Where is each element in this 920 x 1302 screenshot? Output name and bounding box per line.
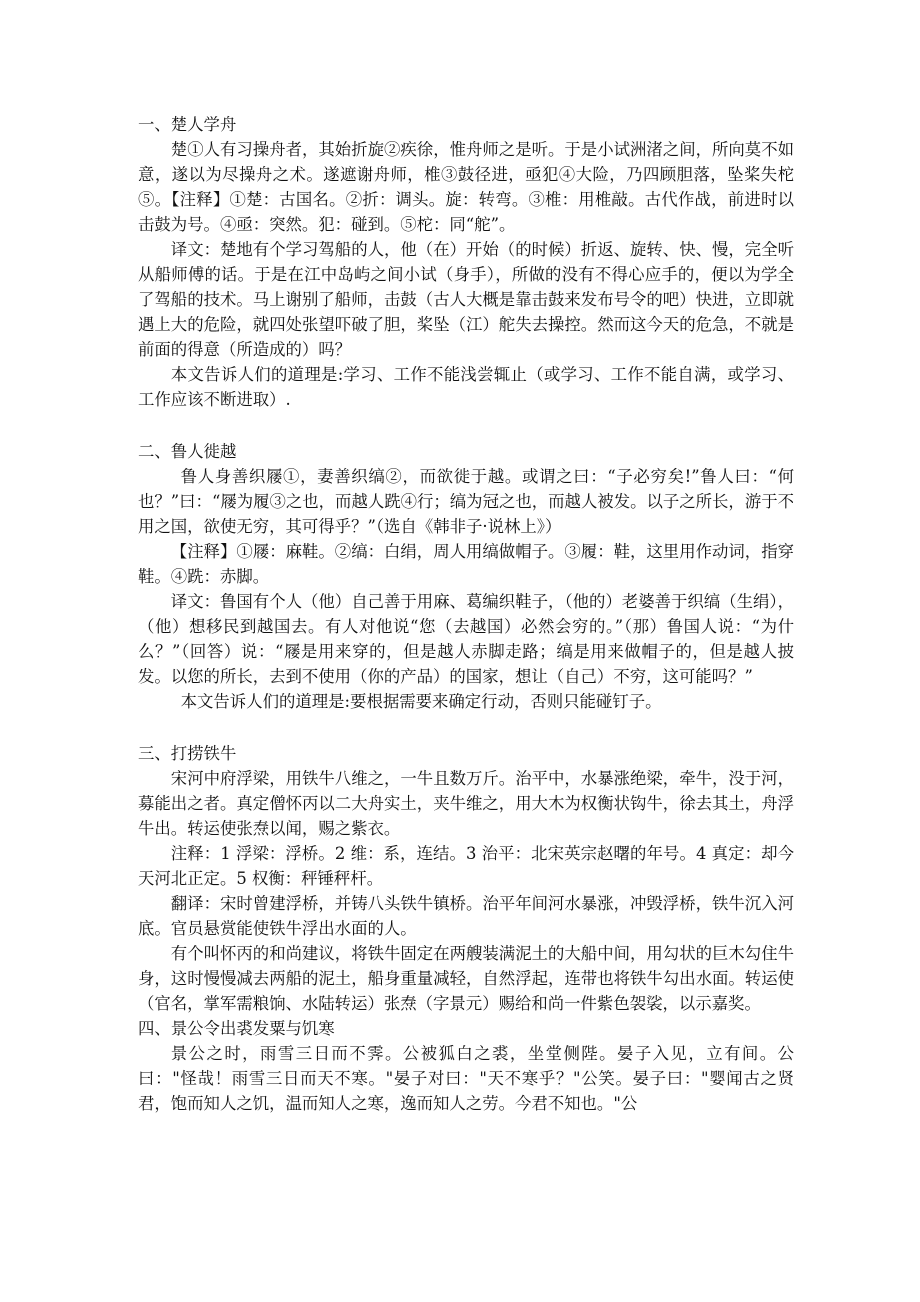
paragraph: 宋河中府浮梁，用铁牛八维之，一牛且数万斤。治平中，水暴涨绝梁，牵牛，没于河，募能出之者。真定僧怀丙以二大舟实土，夹牛维之，用大木为权衡状钩牛，徐去其土，舟浮牛出。转运使张焘以闻，赐之紫衣。: [138, 769, 794, 838]
paragraph: 鲁人身善织屦①，妻善织缟②，而欲徙于越。或谓之曰：“子必穷矣!”鲁人曰：“何也？”曰：“屦为履③之也，而越人跣④行；缟为冠之也，而越人被发。以子之所长，游于不用之国，欲使无穷，其可得乎？”（选自《韩非子·说林上》）: [138, 467, 794, 536]
section-gap: [138, 714, 794, 741]
section-title: 二、鲁人徙越: [138, 442, 237, 461]
paragraph: 有个叫怀丙的和尚建议，将铁牛固定在两艘装满泥土的大船中间，用勾状的巨木勾住牛身，这时慢慢减去两船的泥土，船身重量减轻，自然浮起，连带也将铁牛勾出水面。转运使（官名，掌军需粮饷、水陆转运）张焘（字景元）赐给和尚一件紫色袈裟，以示嘉奖。: [138, 944, 794, 1013]
paragraph: 本文告诉人们的道理是:要根据需要来确定行动，否则只能碰钉子。: [180, 692, 662, 711]
section-gap: [138, 412, 794, 439]
paragraph: 译文：楚地有个学习驾船的人，他（在）开始（的时候）折返、旋转、快、慢，完全听从船师傅的话。于是在江中岛屿之间小试（身手），所做的没有不得心应手的，便以为学全了驾船的技术。马上谢别了船师，击鼓（古人大概是靠击鼓来发布号令的吧）快进，立即就遇上大的危险，就四处张望吓破了胆，桨坠（江）舵失去操控。然而这今天的危急，不就是前面的得意（所造成的）吗？: [138, 240, 794, 359]
section-title: 三、打捞铁牛: [138, 744, 237, 763]
paragraph: 景公之时，雨雪三日而不霁。公被狐白之裘，坐堂侧陛。晏子入见，立有间。公曰："怪哉！雨雪三日而天不寒。"晏子对曰："天不寒乎？"公笑。晏子曰："婴闻古之贤君，饱而知人之饥，温而知人之寒，逸而知人之劳。今君不知也。"公: [138, 1044, 794, 1113]
paragraph: 翻译：宋时曾建浮桥，并铸八头铁牛镇桥。治平年间河水暴涨，冲毁浮桥，铁牛沉入河底。官员悬赏能使铁牛浮出水面的人。: [138, 894, 794, 938]
paragraph: 译文：鲁国有个人（他）自己善于用麻、葛编织鞋子，（他的）老婆善于织缟（生绢），（他）想移民到越国去。有人对他说“您（去越国）必然会穷的。”（那）鲁国人说：“为什么？”（回答）说：“屦是用来穿的，但是越人赤脚走路；缟是用来做帽子的，但是越人披发。以您的所长，去到不使用（你的产品）的国家，想让（自己）不穷，这可能吗？”: [138, 592, 794, 686]
section-title: 四、景公令出裘发粟与饥寒: [138, 1019, 335, 1038]
paragraph: 本文告诉人们的道理是:学习、工作不能浅尝辄止（或学习、工作不能自满，或学习、工作应该不断进取）.: [138, 365, 794, 409]
paragraph: 注释：1 浮梁：浮桥。2 维：系，连结。3 治平：北宋英宗赵曙的年号。4 真定：却今天河北正定。5 权衡：秤锤秤杆。: [138, 844, 794, 888]
document-page: [138, 112, 794, 1116]
section-title: 一、楚人学舟: [138, 115, 237, 134]
paragraph: 【注释】①屦：麻鞋。②缟：白绢，周人用缟做帽子。③履：鞋，这里用作动词，指穿鞋。④跣：赤脚。: [138, 542, 794, 586]
paragraph: 楚①人有习操舟者，其始折旋②疾徐，惟舟师之是听。于是小试洲渚之间，所向莫不如意，遂以为尽操舟之术。遂遮谢舟师，椎③鼓径进，亟犯④大险，乃四顾胆落，坠桨失柁⑤。【注释】①楚：古国名。②折：调头。旋：转弯。③椎：用椎敲。古代作战，前进时以击鼓为号。④亟：突然。犯：碰到。⑤柁：同“舵”。: [138, 140, 794, 234]
